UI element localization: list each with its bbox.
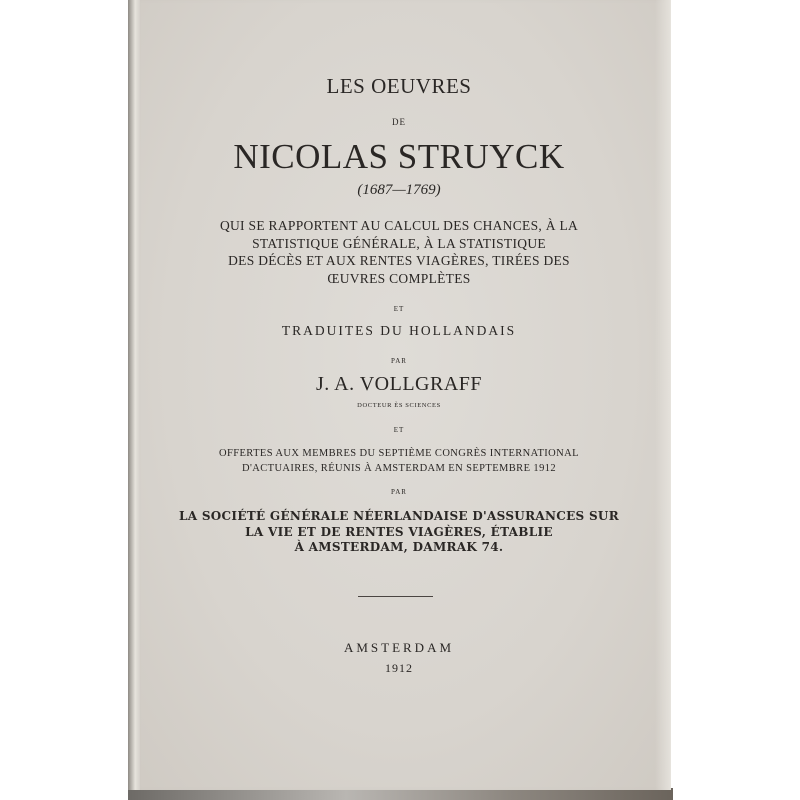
publisher xyxy=(128,509,670,556)
description-line: QUI SE RAPPORTENT AU CALCUL DES CHANCES, À LA xyxy=(219,218,579,233)
de-label: DE xyxy=(392,117,406,127)
offered-line: OFFERTES AUX MEMBRES DU SEPTIÈME CONGRÈS INTERNATIONAL xyxy=(219,448,579,459)
imprint-year: 1912 xyxy=(385,661,413,675)
par-label: PAR xyxy=(391,488,407,496)
translator-name: J. A. VOLLGRAFF xyxy=(315,373,483,395)
par-label: PAR xyxy=(391,357,407,365)
offered-line: D'ACTUAIRES, RÉUNIS À AMSTERDAM EN SEPTEMBRE 1912 xyxy=(241,463,557,474)
description xyxy=(128,217,670,287)
translated-line: TRADUITES DU HOLLANDAIS xyxy=(281,323,517,338)
offered-text xyxy=(128,446,670,476)
description-line: DES DÉCÈS ET AUX RENTES VIAGÈRES, TIRÉES DES xyxy=(228,253,570,268)
description-line: STATISTIQUE GÉNÉRALE, À LA STATISTIQUE xyxy=(252,235,546,251)
publisher-line: LA SOCIÉTÉ GÉNÉRALE NÉERLANDAISE D'ASSURANCES SUR xyxy=(179,509,619,523)
publisher-line: LA VIE ET DE RENTES VIAGÈRES, ÉTABLIE xyxy=(245,524,553,539)
et-label: ET xyxy=(393,426,405,434)
description-line: ŒUVRES COMPLÈTES xyxy=(327,270,471,286)
et-label: ET xyxy=(393,305,405,313)
divider xyxy=(358,596,433,597)
publisher-line: À AMSTERDAM, DAMRAK 74. xyxy=(294,540,504,554)
title-line: LES OEUVRES xyxy=(326,74,472,98)
translator-title: DOCTEUR ÈS SCIENCES xyxy=(357,402,441,409)
imprint-city: AMSTERDAM xyxy=(343,640,455,655)
author-name: NICOLAS STRUYCK xyxy=(233,137,565,176)
author-dates: (1687—1769) xyxy=(357,182,441,198)
